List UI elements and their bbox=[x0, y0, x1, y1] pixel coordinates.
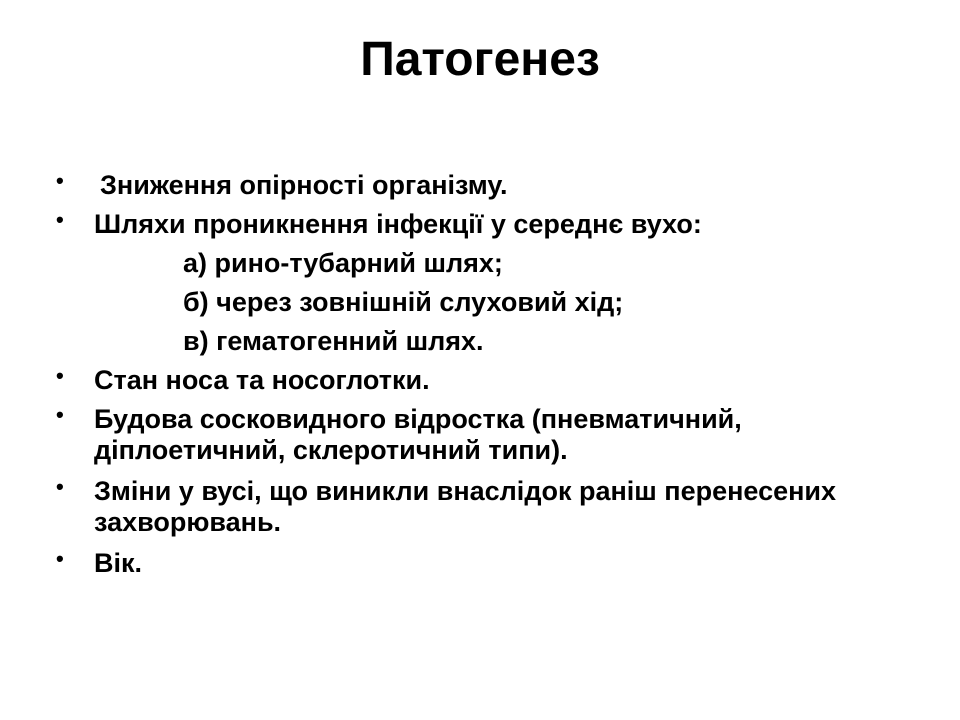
bullet-list bbox=[56, 170, 916, 579]
sub-item-text: б) через зовнішній слуховий хід; bbox=[183, 287, 624, 317]
bullet-icon: • bbox=[56, 363, 64, 388]
bullet-icon: • bbox=[56, 546, 64, 571]
list-item-resistance bbox=[56, 170, 916, 201]
list-item-infection-routes bbox=[56, 209, 916, 240]
bullet-icon: • bbox=[56, 168, 64, 193]
list-item-age bbox=[56, 548, 916, 579]
bullet-icon: • bbox=[56, 402, 64, 427]
sub-item-text: в) гематогенний шлях. bbox=[183, 326, 484, 356]
bullet-icon: • bbox=[56, 207, 64, 232]
list-item-mastoid-structure bbox=[56, 404, 916, 466]
bullet-icon: • bbox=[56, 474, 64, 499]
list-item-text: Зниження опірності організму. bbox=[100, 170, 508, 200]
sub-item-text: а) рино-тубарний шлях; bbox=[183, 248, 503, 278]
list-item-text: Вік. bbox=[94, 548, 143, 578]
sub-item-rhino-tubal bbox=[56, 248, 916, 279]
list-item-text: Шляхи проникнення інфекції у середнє вухо: bbox=[94, 209, 702, 239]
list-item-text: Будова сосковидного відростка (пневматичний, діплоетичний, склеротичний типи). bbox=[94, 404, 742, 465]
sub-item-hematogenous bbox=[56, 326, 916, 357]
slide-title: Патогенез bbox=[360, 33, 600, 86]
list-item-text: Стан носа та носоглотки. bbox=[94, 365, 430, 395]
list-item-text: Зміни у вусі, що виникли внаслідок раніш перенесених захворювань. bbox=[94, 476, 837, 537]
sub-item-external-canal bbox=[56, 287, 916, 318]
list-item-ear-changes bbox=[56, 476, 916, 538]
list-item-nose-state bbox=[56, 365, 916, 396]
